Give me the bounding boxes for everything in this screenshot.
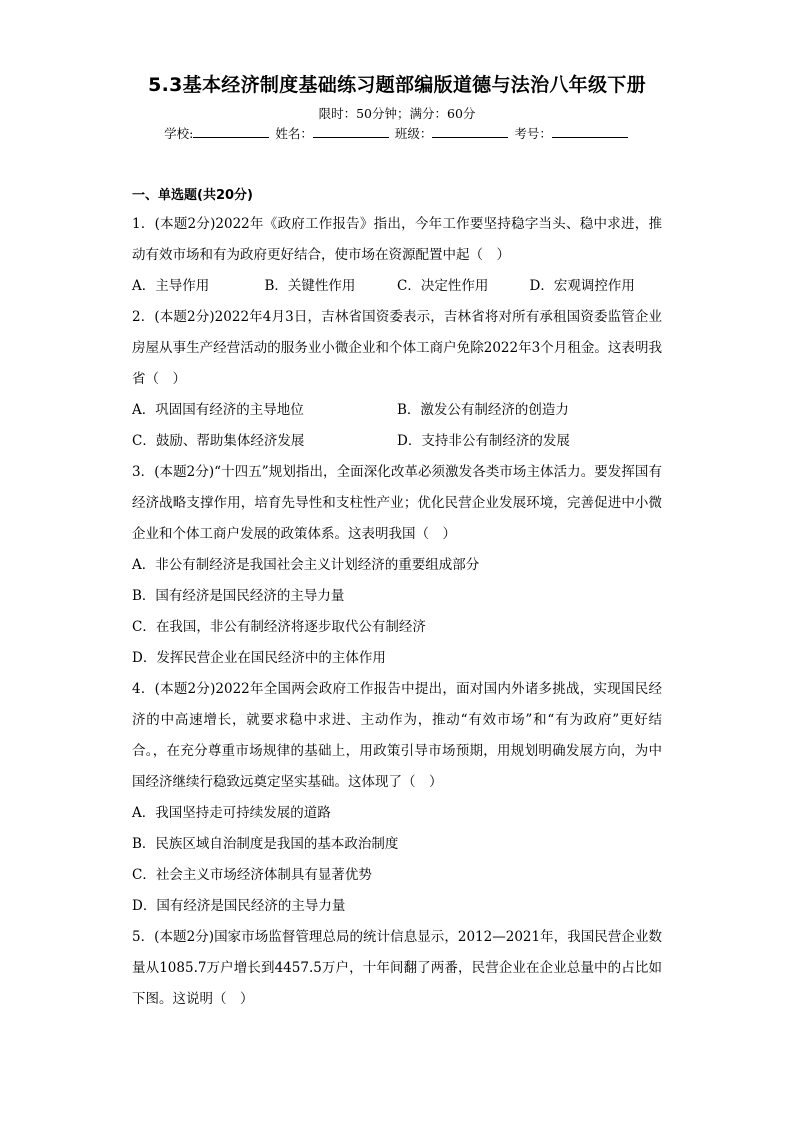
question-stem: 1．(本题2分)2022年《政府工作报告》指出，今年工作要坚持稳字当头、稳中求进，推动有效市场和有为政府更好结合，使市场在资源配置中起（ ） (132, 216, 662, 263)
option-a[interactable]: A．主导作用 (132, 278, 210, 294)
options-row (132, 271, 662, 302)
exam-number-blank[interactable] (552, 125, 628, 138)
question-1 (132, 209, 662, 302)
section-title: 一、单选题(共20分) (132, 188, 253, 203)
student-info-fields (0, 124, 794, 142)
exam-number-label: 考号： (514, 126, 552, 141)
name-label: 姓名： (275, 126, 313, 141)
question-stem: 3．(本题2分)“十四五”规划指出，全面深化改革必须激发各类市场主体活力。要发挥国有经济战略支撑作用，培育先导性和支柱性产业；优化民营企业发展环境，完善促进中小微企业和个体工商户发展的政策体系。这表明我国（ ） (132, 464, 662, 542)
options-row (132, 426, 662, 457)
class-blank[interactable] (432, 125, 508, 138)
option-c[interactable]: C．决定性作用 (397, 278, 489, 294)
option-b[interactable]: B．国有经济是国民经济的主导力量 (132, 588, 345, 604)
option-a[interactable]: A．非公有制经济是我国社会主义计划经济的重要组成部分 (132, 557, 480, 573)
page-title: 5.3基本经济制度基础练习题部编版道德与法治八年级下册 (148, 74, 646, 96)
question-stem: 4．(本题2分)2022年全国两会政府工作报告中提出，面对国内外诸多挑战，实现国民经济的中高速增长，就要求稳中求进、主动作为，推动“有效市场”和“有为政府”更好结合。，在充分尊重市场规律的基础上，用政策引导市场预期，用规划明确发展方向，为中国经济继续行稳致远奠定坚实基础。这体现了（ ） (132, 681, 662, 790)
school-label: 学校: (164, 126, 194, 141)
option-a[interactable]: A．我国坚持走可持续发展的道路 (132, 805, 331, 821)
option-d[interactable]: D．宏观调控作用 (529, 278, 635, 294)
time-score-info: 限时：50分钟；满分：60分 (318, 106, 476, 121)
question-4 (132, 674, 662, 922)
option-d[interactable]: D．支持非公有制经济的发展 (397, 433, 570, 449)
option-c[interactable]: C．在我国，非公有制经济将逐步取代公有制经济 (132, 619, 426, 635)
option-a[interactable]: A．巩固国有经济的主导地位 (132, 402, 304, 418)
option-d[interactable]: D．发挥民营企业在国民经济中的主体作用 (132, 650, 386, 666)
question-stem: 2．(本题2分)2022年4月3日，吉林省国资委表示，吉林省将对所有承租国资委监管企业房屋从事生产经营活动的服务业小微企业和个体工商户免除2022年3个月租金。这表明我省（ ） (132, 309, 662, 387)
question-2 (132, 302, 662, 457)
option-b[interactable]: B．民族区域自治制度是我国的基本政治制度 (132, 836, 399, 852)
question-stem: 5．(本题2分)国家市场监督管理总局的统计信息显示，2012—2021年，我国民营企业数量从1085.7万户增长到4457.5万户，十年间翻了两番，民营企业在企业总量中的占比如下图。这说明（ ） (132, 929, 662, 1007)
class-label: 班级： (394, 126, 433, 141)
option-c[interactable]: C．鼓励、帮助集体经济发展 (132, 433, 305, 449)
school-blank[interactable] (193, 125, 269, 138)
option-b[interactable]: B．激发公有制经济的创造力 (397, 402, 569, 418)
option-d[interactable]: D．国有经济是国民经济的主导力量 (132, 898, 346, 914)
options-row (132, 395, 662, 426)
name-blank[interactable] (313, 125, 389, 138)
option-b[interactable]: B．关键性作用 (264, 278, 356, 294)
question-5 (132, 922, 662, 1015)
option-c[interactable]: C．社会主义市场经济体制具有显著优势 (132, 867, 372, 883)
questions-area (132, 183, 662, 1015)
question-3 (132, 457, 662, 674)
